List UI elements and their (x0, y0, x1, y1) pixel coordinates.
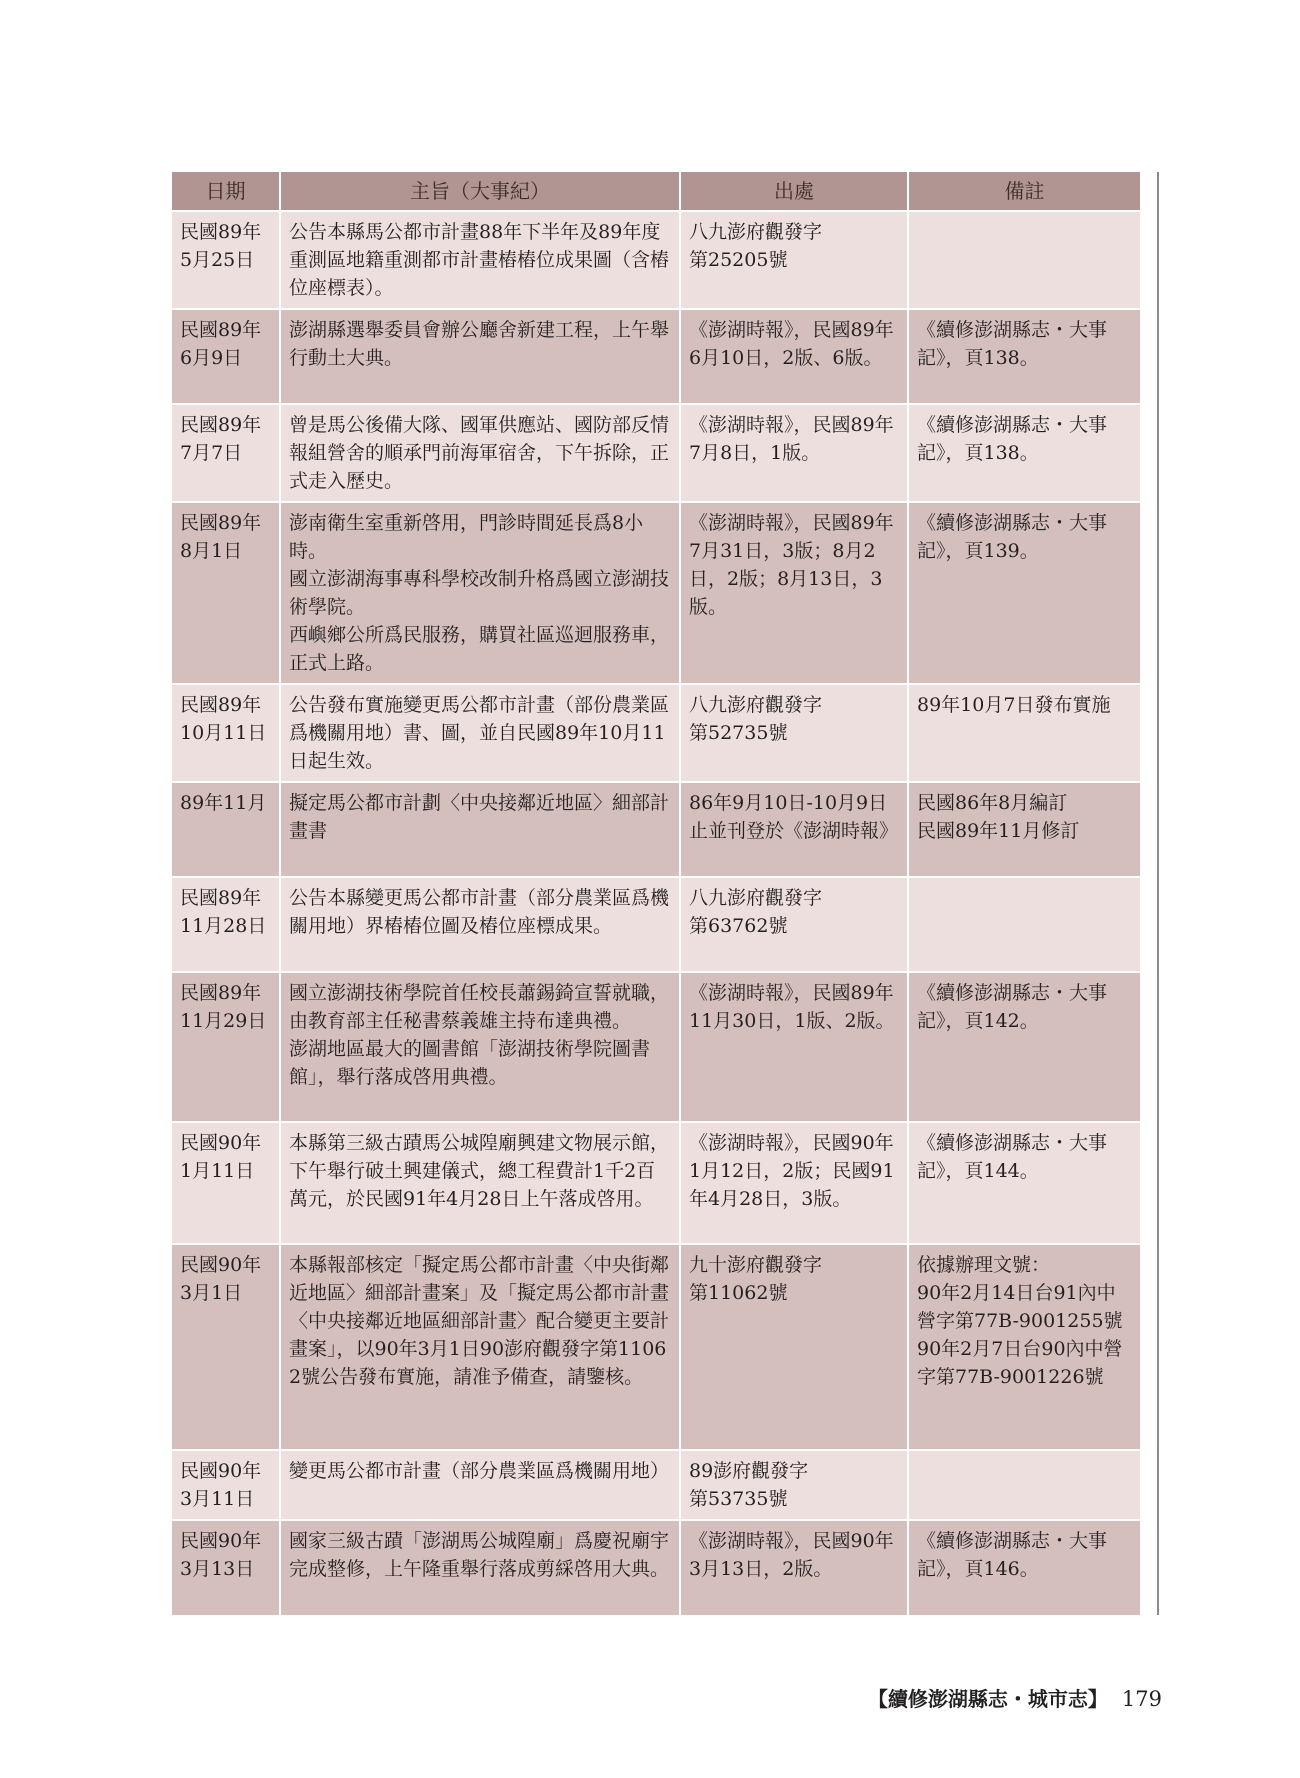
cell-source: 九十澎府觀發字 第11062號 (680, 1244, 908, 1450)
cell-note: 89年10月7日發布實施 (908, 684, 1140, 782)
header-date: 日期 (172, 172, 280, 211)
table-row (172, 877, 1140, 972)
book-title: 【續修澎湖縣志・城市志】 (867, 1687, 1108, 1711)
page-footer (868, 1683, 1162, 1712)
cell-subject: 國立澎湖技術學院首任校長蕭錫錡宣誓就職，由教育部主任秘書蔡義雄主持布達典禮。 澎湖地區最大的圖書館「澎湖技術學院圖書館」，舉行落成啓用典禮。 (280, 972, 680, 1122)
cell-source: 《澎湖時報》，民國89年6月10日，2版、6版。 (680, 309, 908, 404)
cell-date: 民國89年 11月28日 (172, 877, 280, 972)
header-subject: 主旨（大事紀） (280, 172, 680, 211)
cell-note (908, 877, 1140, 972)
cell-source: 八九澎府觀發字 第25205號 (680, 211, 908, 309)
table-row (172, 1244, 1140, 1450)
table-row (172, 404, 1140, 502)
cell-date: 民國89年 6月9日 (172, 309, 280, 404)
cell-source: 八九澎府觀發字 第52735號 (680, 684, 908, 782)
cell-source: 《澎湖時報》，民國89年7月8日，1版。 (680, 404, 908, 502)
cell-source: 八九澎府觀發字 第63762號 (680, 877, 908, 972)
cell-source: 《澎湖時報》，民國89年11月30日，1版、2版。 (680, 972, 908, 1122)
cell-note: 《續修澎湖縣志・大事記》，頁138。 (908, 309, 1140, 404)
cell-date: 民國90年 3月13日 (172, 1520, 280, 1615)
cell-date: 民國89年 7月7日 (172, 404, 280, 502)
cell-source: 《澎湖時報》，民國90年1月12日，2版；民國91年4月28日，3版。 (680, 1122, 908, 1244)
cell-subject: 公告發布實施變更馬公都市計畫（部份農業區爲機關用地）書、圖，並自民國89年10月11日起生效。 (280, 684, 680, 782)
cell-note: 《續修澎湖縣志・大事記》，頁146。 (908, 1520, 1140, 1615)
cell-note: 《續修澎湖縣志・大事記》，頁144。 (908, 1122, 1140, 1244)
table-row (172, 309, 1140, 404)
cell-note (908, 1450, 1140, 1520)
header-note: 備註 (908, 172, 1140, 211)
table-row (172, 1520, 1140, 1615)
cell-subject: 擬定馬公都市計劃〈中央接鄰近地區〉細部計畫書 (280, 782, 680, 877)
cell-date: 民國89年 8月1日 (172, 502, 280, 684)
cell-note (908, 211, 1140, 309)
cell-subject: 變更馬公都市計畫（部分農業區爲機關用地） (280, 1450, 680, 1520)
cell-date: 89年11月 (172, 782, 280, 877)
cell-note: 《續修澎湖縣志・大事記》，頁139。 (908, 502, 1140, 684)
cell-date: 民國90年 3月11日 (172, 1450, 280, 1520)
margin-rule (1157, 172, 1159, 1615)
page-number: 179 (1121, 1687, 1162, 1711)
table-header-row (172, 172, 1140, 211)
cell-subject: 公告本縣馬公都市計畫88年下半年及89年度重測區地籍重測都市計畫樁樁位成果圖（含樁位座標表）。 (280, 211, 680, 309)
cell-note: 依據辦理文號： 90年2月14日台91內中營字第77B-9001255號 90年2月7日台90內中營字第77B-9001226號 (908, 1244, 1140, 1450)
table-row (172, 972, 1140, 1122)
cell-subject: 曾是馬公後備大隊、國軍供應站、國防部反情報組營舍的順承門前海軍宿舍，下午拆除，正式走入歷史。 (280, 404, 680, 502)
cell-note: 民國86年8月編訂 民國89年11月修訂 (908, 782, 1140, 877)
cell-date: 民國89年 11月29日 (172, 972, 280, 1122)
cell-subject: 國家三級古蹟「澎湖馬公城隍廟」爲慶祝廟宇完成整修，上午隆重舉行落成剪綵啓用大典。 (280, 1520, 680, 1615)
cell-subject: 本縣報部核定「擬定馬公都市計畫〈中央街鄰近地區〉細部計畫案」及「擬定馬公都市計畫〈中央接鄰近地區細部計畫〉配合變更主要計畫案」，以90年3月1日90澎府觀發字第11062號公告發布實施，請准予備查，請鑒核。 (280, 1244, 680, 1450)
cell-note: 《續修澎湖縣志・大事記》，頁142。 (908, 972, 1140, 1122)
cell-date: 民國89年 10月11日 (172, 684, 280, 782)
cell-note: 《續修澎湖縣志・大事記》，頁138。 (908, 404, 1140, 502)
cell-source: 《澎湖時報》，民國89年7月31日，3版；8月2日，2版；8月13日，3版。 (680, 502, 908, 684)
table-row (172, 782, 1140, 877)
cell-source: 86年9月10日-10月9日止並刊登於《澎湖時報》 (680, 782, 908, 877)
cell-date: 民國90年 1月11日 (172, 1122, 280, 1244)
table-row (172, 1450, 1140, 1520)
cell-subject: 澎湖縣選舉委員會辦公廳舍新建工程，上午舉行動土大典。 (280, 309, 680, 404)
table-row (172, 211, 1140, 309)
table-row (172, 502, 1140, 684)
cell-source: 《澎湖時報》，民國90年3月13日，2版。 (680, 1520, 908, 1615)
chronicle-table (172, 172, 1140, 1615)
cell-subject: 澎南衛生室重新啓用，門診時間延長爲8小時。 國立澎湖海事專科學校改制升格爲國立澎湖技術學院。 西嶼鄉公所爲民服務，購買社區巡迴服務車，正式上路。 (280, 502, 680, 684)
cell-date: 民國89年 5月25日 (172, 211, 280, 309)
cell-source: 89澎府觀發字 第53735號 (680, 1450, 908, 1520)
cell-date: 民國90年 3月1日 (172, 1244, 280, 1450)
header-source: 出處 (680, 172, 908, 211)
table-row (172, 1122, 1140, 1244)
cell-subject: 本縣第三級古蹟馬公城隍廟興建文物展示館，下午舉行破土興建儀式，總工程費計1千2百萬元，於民國91年4月28日上午落成啓用。 (280, 1122, 680, 1244)
table-row (172, 684, 1140, 782)
cell-subject: 公告本縣變更馬公都市計畫（部分農業區爲機關用地）界樁樁位圖及樁位座標成果。 (280, 877, 680, 972)
